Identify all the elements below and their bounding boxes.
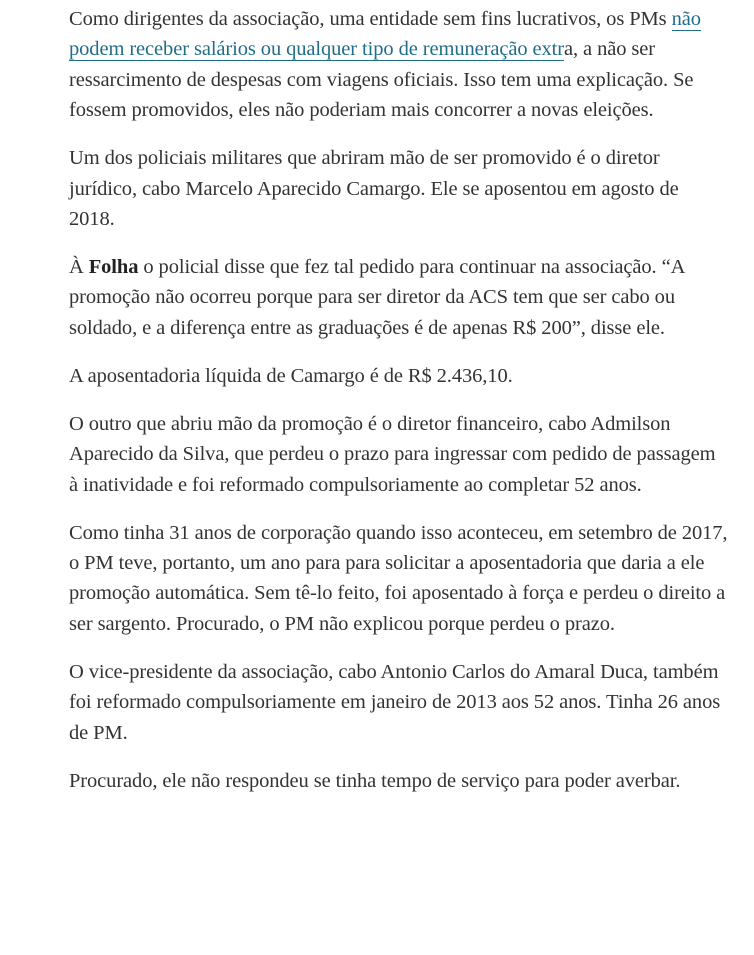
paragraph-corporacao: Como tinha 31 anos de corporação quando isso aconteceu, em setembro de 2017, o PM teve, portanto, um ano para para solicitar a aposentadoria que daria a ele promoção automática. Sem tê-lo feito, foi aposentado à força e perdeu o direito a ser sargento. Procurado, o PM não explicou porque perdeu o prazo. [69,521,728,635]
paragraph-text: a, a não ser ressarcimento de despesas com viagens oficiais. Isso tem uma explicação. Se fossem promovidos, eles não poderiam mais concorrer a novas eleições. [69,38,694,122]
paragraph-procurado: Procurado, ele não respondeu se tinha tempo de serviço para poder averbar. [69,769,681,792]
article-body [69,4,729,814]
paragraph-text: À [69,256,89,279]
paragraph-text: o policial disse que fez tal pedido para continuar na associação. “A promoção não ocorreu porque para ser diretor da ACS tem que ser cabo ou soldado, e a diferença entre as graduações é de apenas R$ 200”, disse ele. [69,256,685,339]
remuneracao-link[interactable]: não podem receber salários ou qualquer tipo de remuneração extr [69,8,701,61]
paragraph-aposentadoria: A aposentadoria líquida de Camargo é de R$ 2.436,10. [69,364,513,387]
folha-bold: Folha [88,256,139,279]
paragraph-vice-presidente: O vice-presidente da associação, cabo Antonio Carlos do Amaral Duca, também foi reformado compulsoriamente em janeiro de 2013 aos 52 anos. Tinha 26 anos de PM. [69,660,721,744]
paragraph-camargo: Um dos policiais militares que abriram mão de ser promovido é o diretor jurídico, cabo Marcelo Aparecido Camargo. Ele se aposentou em agosto de 2018. [69,147,679,231]
paragraph-text: Como dirigentes da associação, uma entidade sem fins lucrativos, os PMs [69,8,672,30]
paragraph-dirigentes [69,4,729,126]
paragraph-folha [69,252,729,343]
paragraph-admilson: O outro que abriu mão da promoção é o diretor financeiro, cabo Admilson Aparecido da Silva, que perdeu o prazo para ingressar com pedido de passagem à inatividade e foi reformado compulsoriamente ao completar 52 anos. [69,412,716,496]
